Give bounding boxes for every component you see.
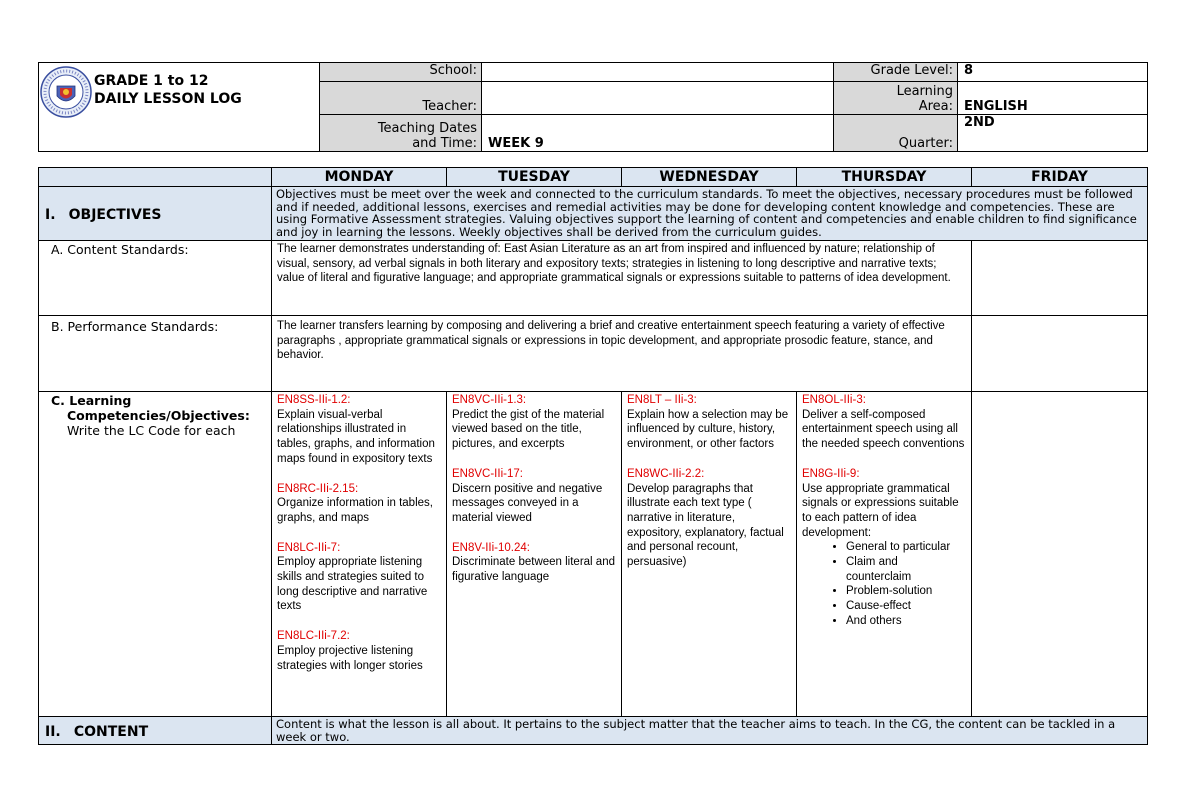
performance-standards-friday-cell[interactable] [972,316,1148,392]
grade-level-label: Grade Level: [834,63,958,82]
teaching-dates-label [320,114,482,151]
pattern-list [802,540,966,628]
competency-text: Organize information in tables, graphs, and maps [277,497,433,524]
list-item: • And others [846,614,966,629]
form-title-line1: GRADE 1 to 12 [94,73,209,89]
competencies-wednesday-cell [622,392,797,717]
content-description: Content is what the lesson is all about. It pertains to the subject matter that the teacher aims to teach. In the CG, the content can be tackled in a week or two. [272,717,1148,745]
competency-code: EN8V-IIi-10.24: [452,541,530,554]
competencies-tuesday-cell [447,392,622,717]
content-number: II. [45,724,61,741]
teaching-dates-label-line1: Teaching Dates [377,121,477,136]
competency-code: EN8LC-IIi-7.2: [277,630,350,643]
competency-text: Use appropriate grammatical signals or expressions suitable to each pattern of idea development: [802,482,959,539]
quarter-label: Quarter: [834,114,958,151]
competency-text: Employ appropriate listening skills and strategies suited to long descriptive and narrative texts [277,556,428,613]
competency-item [452,541,616,585]
day-header-monday: MONDAY [272,168,447,187]
competency-text: Discern positive and negative messages conveyed in a material viewed [452,482,603,524]
teacher-label: Teacher: [320,82,482,114]
competency-text: Employ projective listening strategies with longer stories [277,644,423,672]
list-item: • Problem-solution [846,584,966,599]
competency-code: EN8WC-IIi-2.2: [627,467,705,480]
competencies-monday-cell [272,392,447,717]
performance-standards-heading [39,316,272,392]
competency-code: EN8OL-IIi-3: [802,394,866,406]
deped-seal-icon [40,66,92,118]
day-header-tuesday: TUESDAY [447,168,622,187]
competency-text: Deliver a self-composed entertainment speech using all the needed speech conventions [802,408,965,451]
day-header-friday: FRIDAY [972,168,1148,187]
form-title-line2: DAILY LESSON LOG [94,91,242,107]
quarter-field[interactable]: 2ND [958,114,1148,151]
competencies-thursday-cell [797,392,972,717]
competency-item [452,467,616,526]
content-standards-label: Content Standards: [67,242,189,257]
learning-competencies-number: C. [51,393,65,408]
competency-item [277,482,441,526]
learning-area-label [834,82,958,114]
lesson-log-table [38,167,1148,745]
content-standards-heading [39,241,272,316]
competency-item [277,541,441,615]
objectives-heading [39,187,272,241]
competency-code: EN8RC-IIi-2.15: [277,482,359,495]
grade-level-field[interactable]: 8 [958,63,1148,82]
content-label: CONTENT [73,724,149,741]
performance-standards-text: The learner transfers learning by composing and delivering a brief and creative entertainment speech featuring a variety of effective paragraphs , appropriate grammatical signals or expressions in topic development, and appropriate prosodic feature, stance, and behavior. [272,316,972,392]
objectives-label: OBJECTIVES [68,207,162,223]
competency-code: EN8SS-IIi-1.2: [277,394,351,406]
day-header-blank [39,168,272,187]
performance-standards-label: Performance Standards: [67,319,219,334]
performance-standards-number: B. [51,319,64,334]
objectives-description: Objectives must be meet over the week and connected to the curriculum standards. To meet the objectives, necessary procedures must be followed and if needed, additional lessons, exercises and remedial activities may be done for developing content knowledge and competencies. These are using Formative Assessment strategies. Valuing objectives support the learning of content and competencies and enable children to find significance and joy in learning the lessons. Weekly objectives shall be derived from the curriculum guides. [272,187,1148,241]
content-heading [39,717,272,745]
form-title [94,72,242,108]
competencies-friday-cell[interactable] [972,392,1148,717]
competency-text: Explain how a selection may be influenced by culture, history, environment, or other factors [627,408,789,451]
content-standards-text: The learner demonstrates understanding of: East Asian Literature as an art from inspired and influenced by nature; relationship of visual, sensory, ad verbal signals in both literary and expository texts; strategies in listening to long descriptive and narrative texts; value of literal and figurative language; and appropriate grammatical signals or expressions suitable to patterns of idea development. [272,241,972,316]
school-label: School: [320,63,482,82]
learning-competencies-sublabel: Write the LC Code for each [67,423,236,438]
learning-competencies-heading [39,392,272,717]
day-header-thursday: THURSDAY [797,168,972,187]
content-standards-number: A. [51,242,64,257]
learning-competencies-label-line1: Learning [69,393,132,408]
competency-code: EN8LT – IIi-3: [627,394,697,406]
competency-code: EN8VC-IIi-17: [452,467,523,480]
competency-item [277,393,441,467]
teaching-dates-label-line2: and Time: [412,136,477,151]
competency-item [277,629,441,673]
day-header-wednesday: WEDNESDAY [622,168,797,187]
learning-competencies-label-line2: Competencies/Objectives: [67,408,250,423]
learning-area-label-line2: Area: [918,98,953,114]
competency-text: Develop paragraphs that illustrate each text type ( narrative in literature, expository, explanatory, factual and personal recount, persuasive) [627,482,784,569]
competency-item [802,467,966,629]
list-item: • Claim and counterclaim [846,555,966,584]
competency-item [627,467,791,570]
competency-item [627,393,791,452]
list-item: • Cause-effect [846,599,966,614]
competency-text: Predict the gist of the material viewed based on the title, pictures, and excerpts [452,408,605,451]
competency-code: EN8G-IIi-9: [802,467,860,480]
competency-code: EN8LC-IIi-7: [277,541,341,554]
teaching-dates-field[interactable]: WEEK 9 [482,114,834,151]
competency-text: Discriminate between literal and figurative language [452,556,615,584]
objectives-number: I. [45,207,56,223]
teacher-field[interactable] [482,82,834,114]
list-item: • General to particular [846,540,966,555]
competency-text: Explain visual-verbal relationships illustrated in tables, graphs, and information maps found in expository texts [277,408,435,465]
learning-area-field[interactable]: ENGLISH [958,82,1148,114]
competency-item [802,393,966,452]
school-field[interactable] [482,63,834,82]
learning-area-label-line1: Learning [896,83,953,99]
competency-item [452,393,616,452]
content-standards-friday-cell[interactable] [972,241,1148,316]
competency-code: EN8VC-IIi-1.3: [452,394,527,406]
